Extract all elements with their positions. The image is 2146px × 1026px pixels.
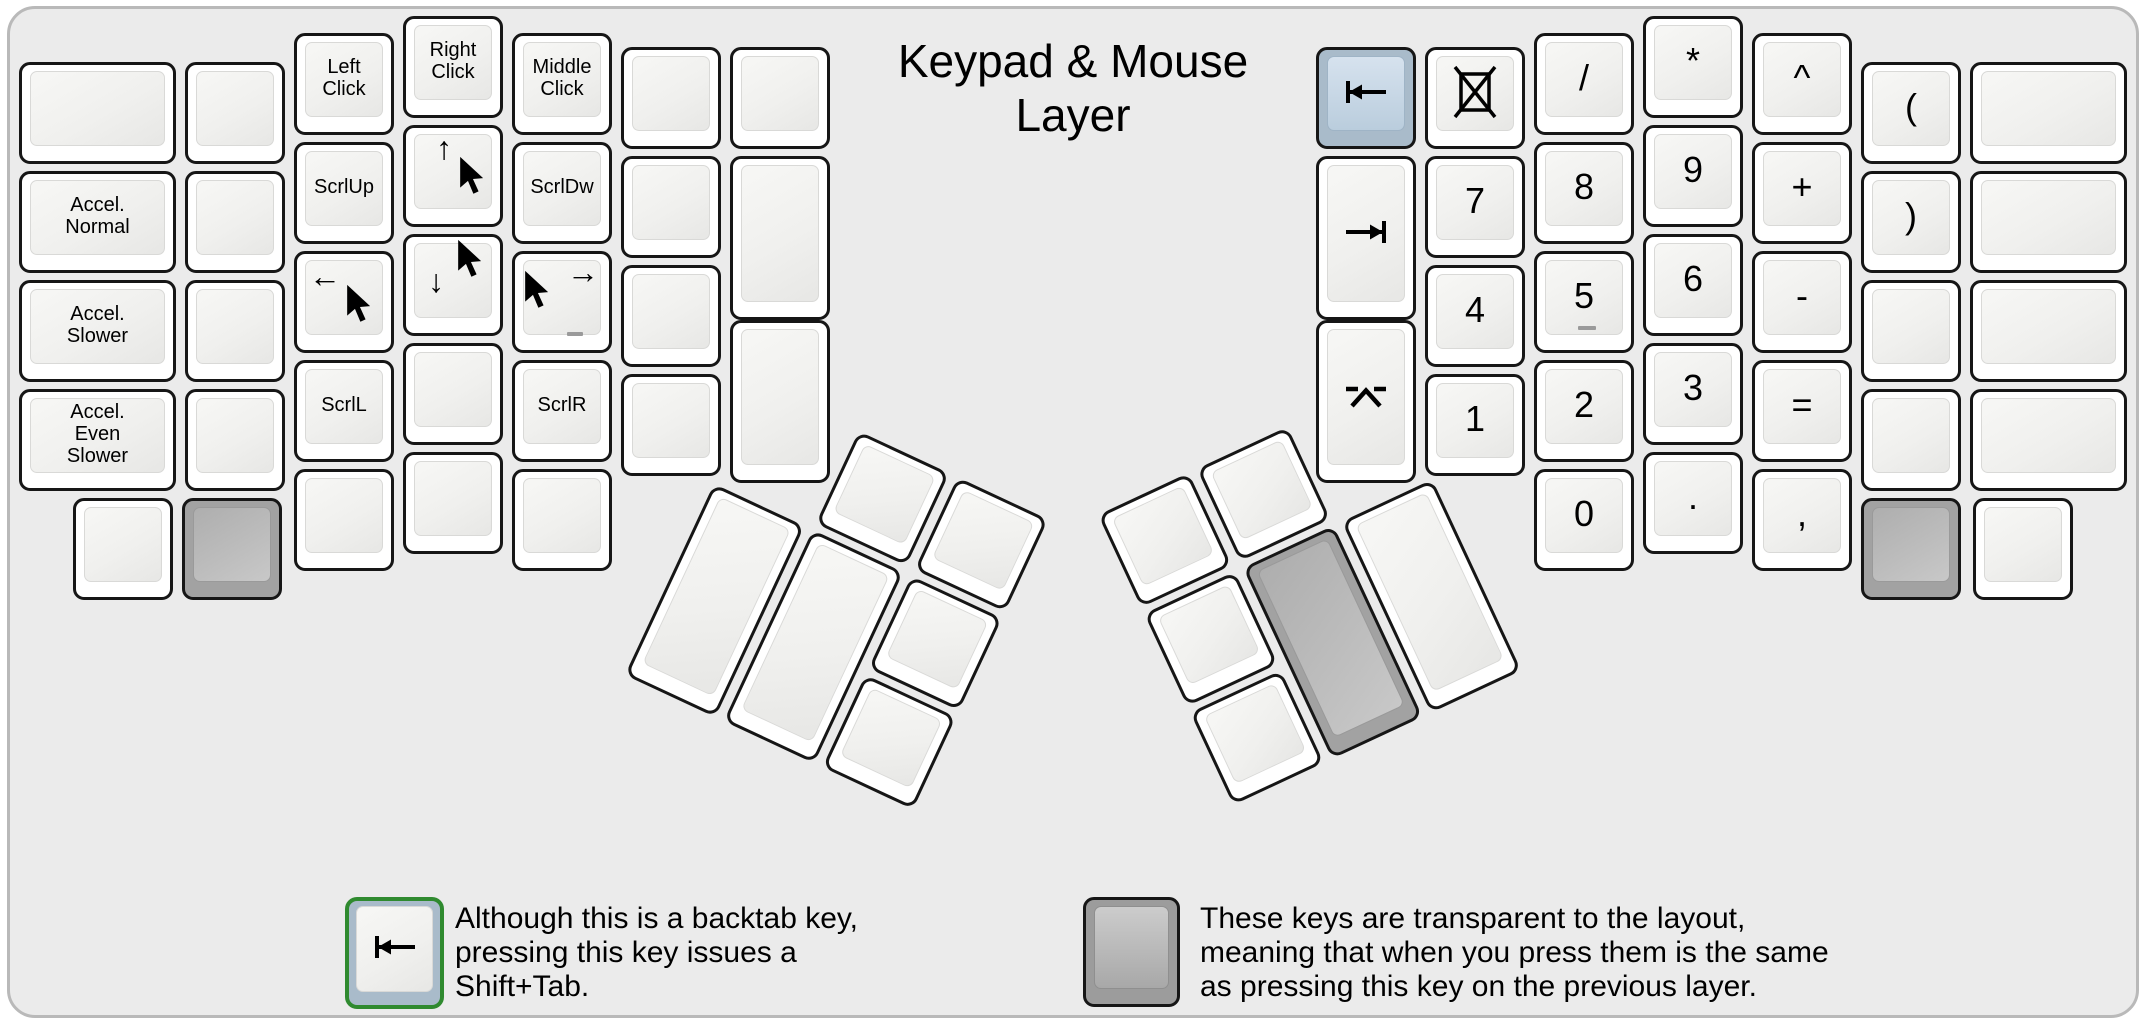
key-blank-top <box>196 180 274 255</box>
key-accel-normal-label: Accel. Normal <box>65 194 130 238</box>
key-tab <box>1316 156 1416 320</box>
key-blank-top <box>30 71 165 146</box>
legend-transparent-line-2: meaning that when you press them is the same <box>1200 936 1829 969</box>
key-blank-top <box>1981 398 2116 473</box>
legend-transparent-line-3: as pressing this key on the previous layer. <box>1200 970 1757 1003</box>
key-blank-top <box>632 274 710 349</box>
key-caret <box>1752 33 1852 135</box>
key-blank-top <box>833 444 935 545</box>
key-4-label: 4 <box>1464 289 1486 330</box>
mouse-cursor-icon <box>458 156 484 195</box>
title-line-2: Layer <box>1015 89 1131 141</box>
key-1 <box>1425 374 1525 476</box>
key-blank-top <box>414 461 492 536</box>
key-blank-top <box>1872 398 1950 473</box>
mouse-cursor-icon <box>456 239 482 278</box>
key-open-paren <box>1861 62 1961 164</box>
key-backtab <box>1316 47 1416 149</box>
key-middle-click <box>512 33 612 135</box>
key-slash-label: / <box>1578 57 1589 98</box>
key-5-label: 5 <box>1573 275 1595 316</box>
title-line-1: Keypad & Mouse <box>897 35 1249 87</box>
key-asterisk-label: * <box>1685 40 1700 81</box>
key-2-label: 2 <box>1573 384 1595 425</box>
crossed-box-icon <box>1428 50 1522 134</box>
key-blank-top <box>196 71 274 146</box>
key-0-label: 0 <box>1573 493 1595 534</box>
key-scrll <box>294 360 394 462</box>
key-blank <box>185 389 285 491</box>
key-blank-top <box>84 507 162 582</box>
mouse-cursor-icon <box>345 284 371 323</box>
key-scrlup <box>294 142 394 244</box>
key-8 <box>1534 142 1634 244</box>
key-blank-top <box>414 352 492 427</box>
key-blank <box>1970 171 2127 273</box>
key-comma-label: , <box>1796 493 1807 534</box>
key-equals-label: = <box>1791 384 1813 425</box>
key-blank <box>621 47 721 149</box>
key-blank <box>19 62 176 164</box>
legend-transparent-key <box>1083 897 1180 1007</box>
key-minus <box>1752 251 1852 353</box>
key-blank <box>294 469 394 571</box>
legend-backtab-line-2: pressing this key issues a <box>455 936 797 969</box>
key-blank <box>621 156 721 258</box>
key-right-click-label: Right Click <box>429 39 477 83</box>
key-blank <box>1973 498 2073 600</box>
key-accel-normal <box>19 171 176 273</box>
tab-icon <box>1319 159 1413 305</box>
key-blank-top <box>932 490 1034 591</box>
key-blank-top <box>305 478 383 553</box>
key-8-label: 8 <box>1573 166 1595 207</box>
key-3 <box>1643 343 1743 445</box>
key-blank <box>403 452 503 554</box>
key-transparent-top <box>193 507 271 582</box>
key-6 <box>1643 234 1743 336</box>
arrow-down-icon: ↓ <box>428 263 444 299</box>
key-blank-top <box>1158 584 1260 685</box>
key-comma <box>1752 469 1852 571</box>
key-mouse-right <box>512 251 612 353</box>
key-accel-even-slower-label: Accel. Even Slower <box>66 401 129 467</box>
key-slash <box>1534 33 1634 135</box>
arrow-left-icon: ← <box>309 258 341 294</box>
key-close-paren-label: ) <box>1905 195 1917 236</box>
key-blank-top <box>1872 289 1950 364</box>
key-blank <box>1970 389 2127 491</box>
key-blank <box>73 498 173 600</box>
key-mouse-left <box>294 251 394 353</box>
key-blank <box>185 62 285 164</box>
home-position-marker <box>1578 326 1596 330</box>
key-scrlr <box>512 360 612 462</box>
backtab-icon <box>1319 50 1413 134</box>
key-blank-tall <box>730 320 830 483</box>
key-transparent <box>1861 498 1961 600</box>
key-open-paren-label: ( <box>1905 86 1917 127</box>
key-blank <box>1861 280 1961 382</box>
key-1-label: 1 <box>1464 398 1486 439</box>
key-scrll-label: ScrlL <box>321 394 367 416</box>
key-left-click-label: Left Click <box>322 56 366 100</box>
key-mouse-down <box>403 234 503 336</box>
key-4 <box>1425 265 1525 367</box>
key-3-label: 3 <box>1682 367 1704 408</box>
key-blank <box>1970 62 2127 164</box>
key-scrlup-label: ScrlUp <box>313 176 374 198</box>
key-2 <box>1534 360 1634 462</box>
mouse-cursor-icon <box>523 270 549 309</box>
key-blank-top <box>632 383 710 458</box>
key-blank <box>1861 389 1961 491</box>
key-left-click <box>294 33 394 135</box>
arrow-right-icon: → <box>567 254 599 290</box>
key-blank <box>1970 280 2127 382</box>
legend-backtab-text <box>455 902 858 1004</box>
key-blank-top <box>1981 289 2116 364</box>
legend-backtab-key <box>345 897 444 1009</box>
key-7-label: 7 <box>1464 180 1486 221</box>
key-no-op <box>1425 47 1525 149</box>
legend-transparent-keytop <box>1094 906 1169 989</box>
key-transparent <box>182 498 282 600</box>
key-9 <box>1643 125 1743 227</box>
key-scrldw <box>512 142 612 244</box>
key-equals <box>1752 360 1852 462</box>
arrow-up-icon: ↑ <box>436 130 452 166</box>
key-asterisk <box>1643 16 1743 118</box>
key-6-label: 6 <box>1682 258 1704 299</box>
key-blank-top <box>1984 507 2062 582</box>
key-5 <box>1534 251 1634 353</box>
key-blank-top <box>741 56 819 131</box>
key-blank-tall <box>730 156 830 320</box>
key-0 <box>1534 469 1634 571</box>
key-blank-tall-top <box>741 165 819 302</box>
key-blank-top <box>1981 71 2116 146</box>
key-caret-label: ^ <box>1793 57 1811 98</box>
key-7 <box>1425 156 1525 258</box>
legend-backtab-line-3: Shift+Tab. <box>455 970 590 1003</box>
legend-transparent-line-1: These keys are transparent to the layout, <box>1200 902 1746 935</box>
key-close-paren <box>1861 171 1961 273</box>
key-scrlr-label: ScrlR <box>537 394 587 416</box>
key-blank-top <box>523 478 601 553</box>
key-scrldw-label: ScrlDw <box>530 176 594 198</box>
key-blank-top <box>196 398 274 473</box>
key-minus-label: - <box>1796 275 1808 316</box>
key-blank <box>621 374 721 476</box>
key-plus <box>1752 142 1852 244</box>
key-period <box>1643 452 1743 554</box>
enter-icon <box>1319 323 1413 468</box>
key-mouse-up <box>403 125 503 227</box>
key-blank-top <box>632 165 710 240</box>
key-middle-click-label: Middle Click <box>532 56 592 100</box>
key-blank <box>512 469 612 571</box>
key-right-click <box>403 16 503 118</box>
key-blank-tall-top <box>741 329 819 465</box>
key-9-label: 9 <box>1682 149 1704 190</box>
key-blank-top <box>632 56 710 131</box>
legend-backtab-line-1: Although this is a backtab key, <box>455 902 859 935</box>
key-period-label: . <box>1687 476 1698 517</box>
key-blank-top <box>1112 486 1214 587</box>
legend-transparent-text <box>1200 902 1829 1004</box>
backtab-icon <box>349 901 440 993</box>
key-blank <box>185 280 285 382</box>
key-enter <box>1316 320 1416 483</box>
key-blank-top <box>1211 439 1313 540</box>
key-accel-slower <box>19 280 176 382</box>
key-blank <box>621 265 721 367</box>
key-blank <box>730 47 830 149</box>
key-blank <box>403 343 503 445</box>
key-plus-label: + <box>1791 166 1813 207</box>
key-blank-top <box>196 289 274 364</box>
key-blank-top <box>886 589 988 690</box>
key-blank-top <box>840 688 942 789</box>
key-blank <box>185 171 285 273</box>
key-blank-top <box>1204 683 1306 784</box>
key-transparent-top <box>1872 507 1950 582</box>
key-accel-even-slower <box>19 389 176 491</box>
key-accel-slower-label: Accel. Slower <box>66 303 129 347</box>
key-blank-top <box>1981 180 2116 255</box>
home-position-marker <box>567 332 583 336</box>
